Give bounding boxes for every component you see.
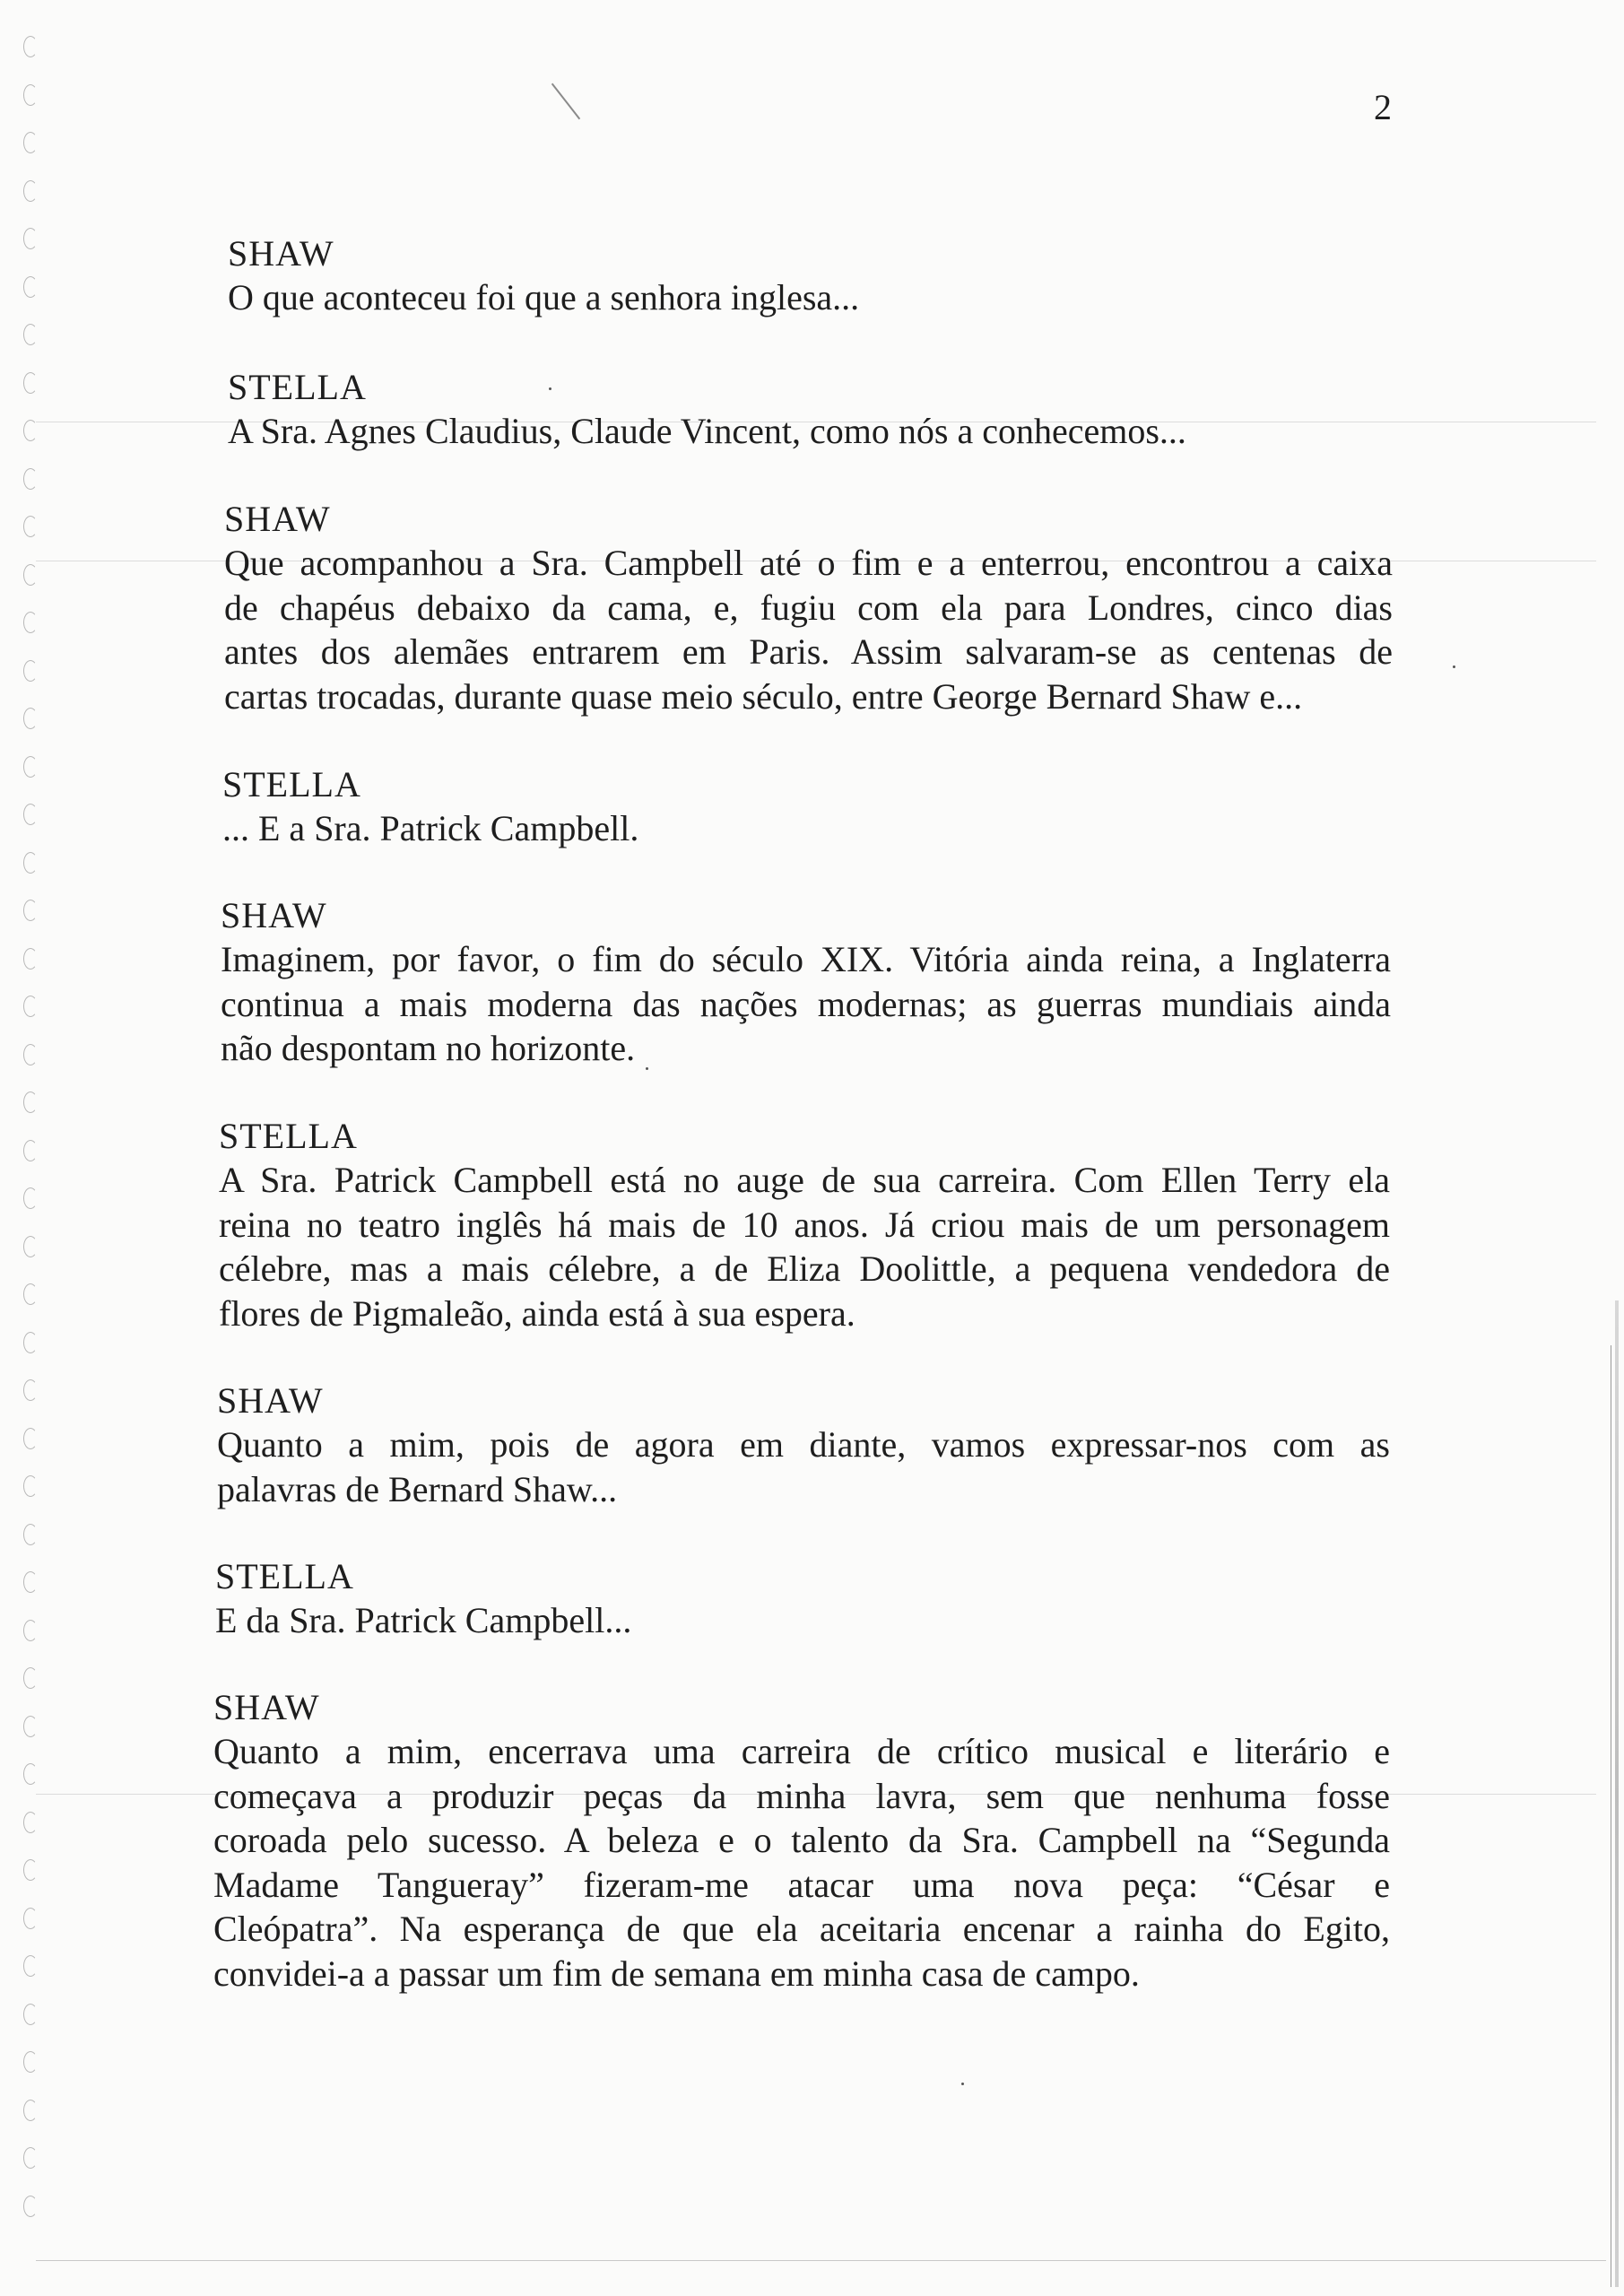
binding-hole [23,2051,38,2073]
binding-hole [23,1859,38,1881]
binding-hole [23,2100,38,2121]
dialogue-line: ... E a Sra. Patrick Campbell. [222,808,639,848]
binding-hole [23,2196,38,2217]
dialogue-line: começava a produzir peças da minha lavra, sem que nenhuma fosse [213,1775,1390,1816]
binding-hole [23,612,38,633]
dialogue-line: E da Sra. Patrick Campbell... [215,1600,632,1640]
binding-hole [23,1187,38,1209]
binding-hole [23,660,38,682]
dialogue-block-stella [228,366,1394,454]
binding-hole [23,132,38,153]
scan-speck [646,1067,648,1070]
dialogue-block-stella [219,1115,1390,1335]
binding-hole [23,2147,38,2169]
dialogue-block-shaw [221,894,1391,1071]
scan-speck [549,387,551,390]
bottom-scan-line [36,2260,1606,2261]
binding-hole [23,1571,38,1593]
speaker-name: STELLA [219,1116,358,1156]
binding-hole [23,1763,38,1785]
binding-hole [23,708,38,729]
speaker-name: SHAW [213,1687,320,1727]
binding-hole [23,756,38,778]
speaker-name: SHAW [228,233,334,274]
binding-hole [23,564,38,586]
binding-hole [23,900,38,921]
dialogue-block-shaw [217,1379,1390,1511]
page-number: 2 [1374,87,1392,127]
dialogue-line: Imaginem, por favor, o fim do século XIX. Vitória ainda reina, a Inglaterra [221,939,1391,979]
binding-hole [23,1812,38,1833]
speaker-name: SHAW [221,895,327,935]
binding-hole [23,948,38,970]
binding-hole [23,324,38,345]
binding-hole [23,1091,38,1113]
dialogue-block-shaw [213,1686,1390,1996]
binding-hole [23,1332,38,1353]
dialogue-line: palavras de Bernard Shaw... [217,1468,618,1509]
dialogue-line: Cleópatra”. Na esperança de que ela aceitaria encenar a rainha do Egito, [213,1909,1390,1949]
binding-hole [23,180,38,202]
dialogue-block-shaw [228,232,1394,320]
dialogue-line: Madame Tangueray” fizeram-me atacar uma nova peça: “César e [213,1864,1390,1905]
dialogue-line: continua a mais moderna das nações modernas; as guerras mundiais ainda [221,983,1391,1024]
speaker-name: SHAW [224,499,331,539]
binding-holes [23,36,48,2260]
binding-hole [23,1236,38,1257]
binding-hole [23,1283,38,1305]
dialogue-line: A Sra. Patrick Campbell está no auge de sua carreira. Com Ellen Terry ela [219,1160,1390,1200]
binding-hole [23,1475,38,1497]
dialogue-line: de chapéus debaixo da cama, e, fugiu com ela para Londres, cinco dias [224,587,1393,628]
binding-hole [23,1044,38,1065]
dialogue-line: Que acompanhou a Sra. Campbell até o fim e a enterrou, encontrou a caixa [224,543,1393,583]
binding-hole [23,516,38,537]
dialogue-line: Quanto a mim, encerrava uma carreira de crítico musical e literário e [213,1731,1390,1771]
binding-hole [23,36,38,57]
page-edge-shadow [1615,1300,1619,2287]
dialogue-line: Quanto a mim, pois de agora em diante, vamos expressar-nos com as [217,1424,1390,1465]
speaker-name: STELLA [222,764,361,804]
binding-hole [23,1908,38,1929]
scan-speck [1453,665,1455,668]
binding-hole [23,1428,38,1449]
dialogue-line: A Sra. Agnes Claudius, Claude Vincent, como nós a conhecemos... [228,411,1186,451]
binding-hole [23,372,38,394]
dialogue-line: flores de Pigmaleão, ainda está à sua espera. [219,1292,855,1334]
binding-hole [23,1955,38,1977]
dialogue-line: O que aconteceu foi que a senhora inglesa... [228,277,860,317]
dialogue-block-shaw [224,498,1393,718]
binding-hole [23,468,38,490]
dialogue-block-stella [215,1555,1381,1643]
binding-hole [23,420,38,441]
pen-mark [551,83,580,120]
binding-hole [23,1620,38,1641]
speaker-name: SHAW [217,1380,324,1421]
binding-hole [23,996,38,1017]
dialogue-block-stella [222,763,1388,851]
dialogue-line: não despontam no horizonte. [221,1028,636,1068]
speaker-name: STELLA [215,1556,354,1596]
binding-hole [23,1667,38,1689]
binding-hole [23,852,38,874]
dialogue-line: cartas trocadas, durante quase meio século, entre George Bernard Shaw e... [224,675,1303,717]
dialogue-line: reina no teatro inglês há mais de 10 anos. Já criou mais de um personagem [219,1204,1390,1245]
speaker-name: STELLA [228,367,367,407]
binding-hole [23,1140,38,1161]
binding-hole [23,228,38,249]
binding-hole [23,276,38,298]
binding-hole [23,1524,38,1545]
dialogue-line: antes dos alemães entrarem em Paris. Assim salvaram-se as centenas de [224,631,1393,672]
binding-hole [23,84,38,106]
binding-hole [23,1716,38,1737]
binding-hole [23,1379,38,1401]
dialogue-line: célebre, mas a mais célebre, a de Eliza Doolittle, a pequena vendedora de [219,1248,1390,1289]
scan-speck [961,2083,964,2085]
binding-hole [23,804,38,825]
dialogue-line: coroada pelo sucesso. A beleza e o talento da Sra. Campbell na “Segunda [213,1820,1390,1860]
binding-hole [23,2004,38,2025]
dialogue-line: convidei-a a passar um fim de semana em minha casa de campo. [213,1952,1140,1994]
